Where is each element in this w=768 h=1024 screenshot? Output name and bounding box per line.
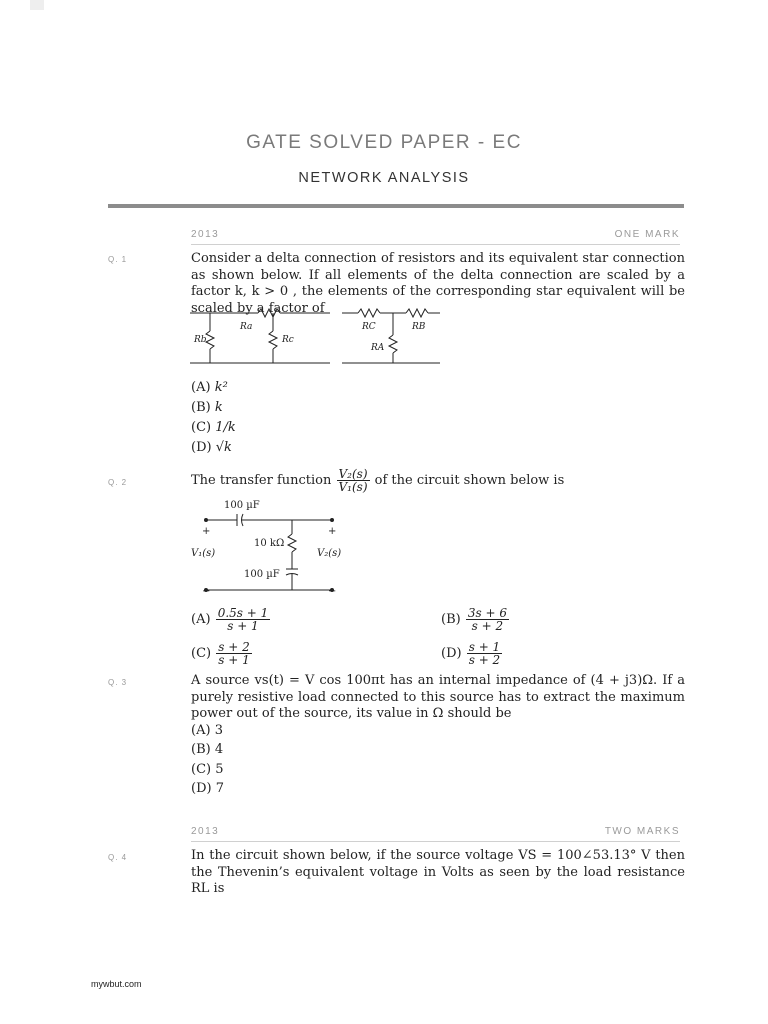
- label-cap-top: 100 µF: [224, 500, 260, 511]
- transfer-function: [337, 468, 370, 493]
- option-label: (C): [191, 420, 212, 435]
- label-RA: RA: [371, 343, 385, 353]
- section-year: 2013: [191, 229, 220, 240]
- option-d[interactable]: [191, 440, 232, 456]
- option-label: (D): [191, 440, 212, 455]
- delta-star-figure: [190, 305, 470, 375]
- question-text: [191, 466, 685, 496]
- option-a[interactable]: [191, 723, 223, 739]
- option-fraction: [467, 641, 502, 666]
- option-label: (D): [441, 646, 462, 661]
- option-c[interactable]: [191, 641, 253, 666]
- option-numerator: s + 2: [218, 640, 250, 654]
- question-text-before: The transfer function: [191, 473, 332, 488]
- option-label: (B): [441, 612, 461, 627]
- option-value: √k: [215, 440, 232, 455]
- option-b[interactable]: [441, 607, 510, 632]
- option-label: (C): [191, 646, 212, 661]
- option-numerator: 0.5s + 1: [217, 606, 269, 620]
- option-label: (B): [191, 742, 211, 757]
- option-label: (A): [191, 380, 211, 395]
- section-marks: TWO MARKS: [604, 826, 680, 837]
- header-rule: [108, 204, 684, 208]
- option-value: 3: [214, 723, 223, 738]
- option-label: (A): [191, 612, 211, 627]
- option-value: k: [214, 400, 223, 415]
- rc-circuit-figure: [190, 494, 350, 598]
- label-ra: Ra: [240, 322, 253, 332]
- option-numerator: s + 1: [468, 640, 501, 654]
- chapter-title: NETWORK ANALYSIS: [298, 170, 470, 186]
- label-minus-left: −: [202, 586, 211, 597]
- option-b[interactable]: [191, 742, 223, 758]
- option-label: (C): [191, 762, 212, 777]
- label-RB: RB: [412, 322, 426, 332]
- tf-numerator: V₂(s): [338, 467, 368, 481]
- option-c[interactable]: [191, 420, 236, 436]
- label-rb: Rb: [194, 335, 207, 345]
- option-value: 7: [215, 781, 224, 796]
- option-label: (B): [191, 400, 211, 415]
- option-b[interactable]: [191, 400, 223, 416]
- label-RC: RC: [362, 322, 376, 332]
- page-title: GATE SOLVED PAPER - EC: [246, 132, 522, 153]
- option-fraction: [216, 641, 251, 666]
- page-corner-mark: [30, 0, 44, 10]
- option-a[interactable]: [191, 380, 228, 396]
- tf-denominator: V₁(s): [338, 480, 368, 494]
- option-value: 5: [215, 762, 224, 777]
- question-text-after: of the circuit shown below is: [374, 473, 565, 488]
- option-denominator: s + 1: [218, 653, 250, 667]
- option-d[interactable]: [441, 641, 503, 666]
- label-cap-bottom: 100 µF: [244, 569, 280, 580]
- option-value: 1/k: [215, 420, 236, 435]
- label-v2: V₂(s): [317, 548, 342, 559]
- option-a[interactable]: [191, 607, 271, 632]
- option-denominator: s + 2: [471, 619, 504, 633]
- label-resistor: 10 kΩ: [254, 538, 285, 549]
- question-text: Consider a delta connection of resistors and its equivalent star connection as shown below. If all elements of the delta connection are scaled by a factor k, k > 0 , the elements of the corresponding star equivalent will be scaled by a factor of: [191, 251, 685, 316]
- question-text: In the circuit shown below, if the source voltage VS = 100∠53.13° V then the Thevenin’s equivalent voltage in Volts as seen by the load resistance RL is: [191, 848, 685, 896]
- option-d[interactable]: [191, 781, 224, 797]
- option-denominator: s + 2: [468, 653, 501, 667]
- question-number: Q. 3: [108, 678, 128, 687]
- label-v1: V₁(s): [191, 548, 216, 559]
- label-minus-right: −: [328, 586, 337, 597]
- question-number: Q. 1: [108, 255, 128, 264]
- label-plus-left: +: [202, 526, 211, 537]
- option-numerator: 3s + 6: [467, 606, 507, 620]
- option-label: (D): [191, 781, 212, 796]
- option-fraction: [466, 607, 509, 632]
- question-number: Q. 4: [108, 853, 128, 862]
- section-year: 2013: [191, 826, 220, 837]
- label-rc: Rc: [282, 335, 294, 345]
- option-fraction: [216, 607, 271, 632]
- section-header-two-marks: [191, 825, 680, 842]
- section-marks: ONE MARK: [614, 229, 680, 240]
- option-value: k²: [214, 380, 228, 395]
- section-header-one-mark: [191, 228, 680, 245]
- option-denominator: s + 1: [227, 619, 259, 633]
- footer-site: mywbut.com: [91, 979, 142, 989]
- question-number: Q. 2: [108, 478, 128, 487]
- option-label: (A): [191, 723, 211, 738]
- option-value: 4: [214, 742, 224, 757]
- label-plus-right: +: [328, 526, 337, 537]
- option-c[interactable]: [191, 762, 224, 778]
- question-text: A source vs(t) = V cos 100πt has an internal impedance of (4 + j3)Ω. If a purely resistive load connected to this source has to extract the maximum power out of the source, its value in Ω should be: [191, 673, 685, 721]
